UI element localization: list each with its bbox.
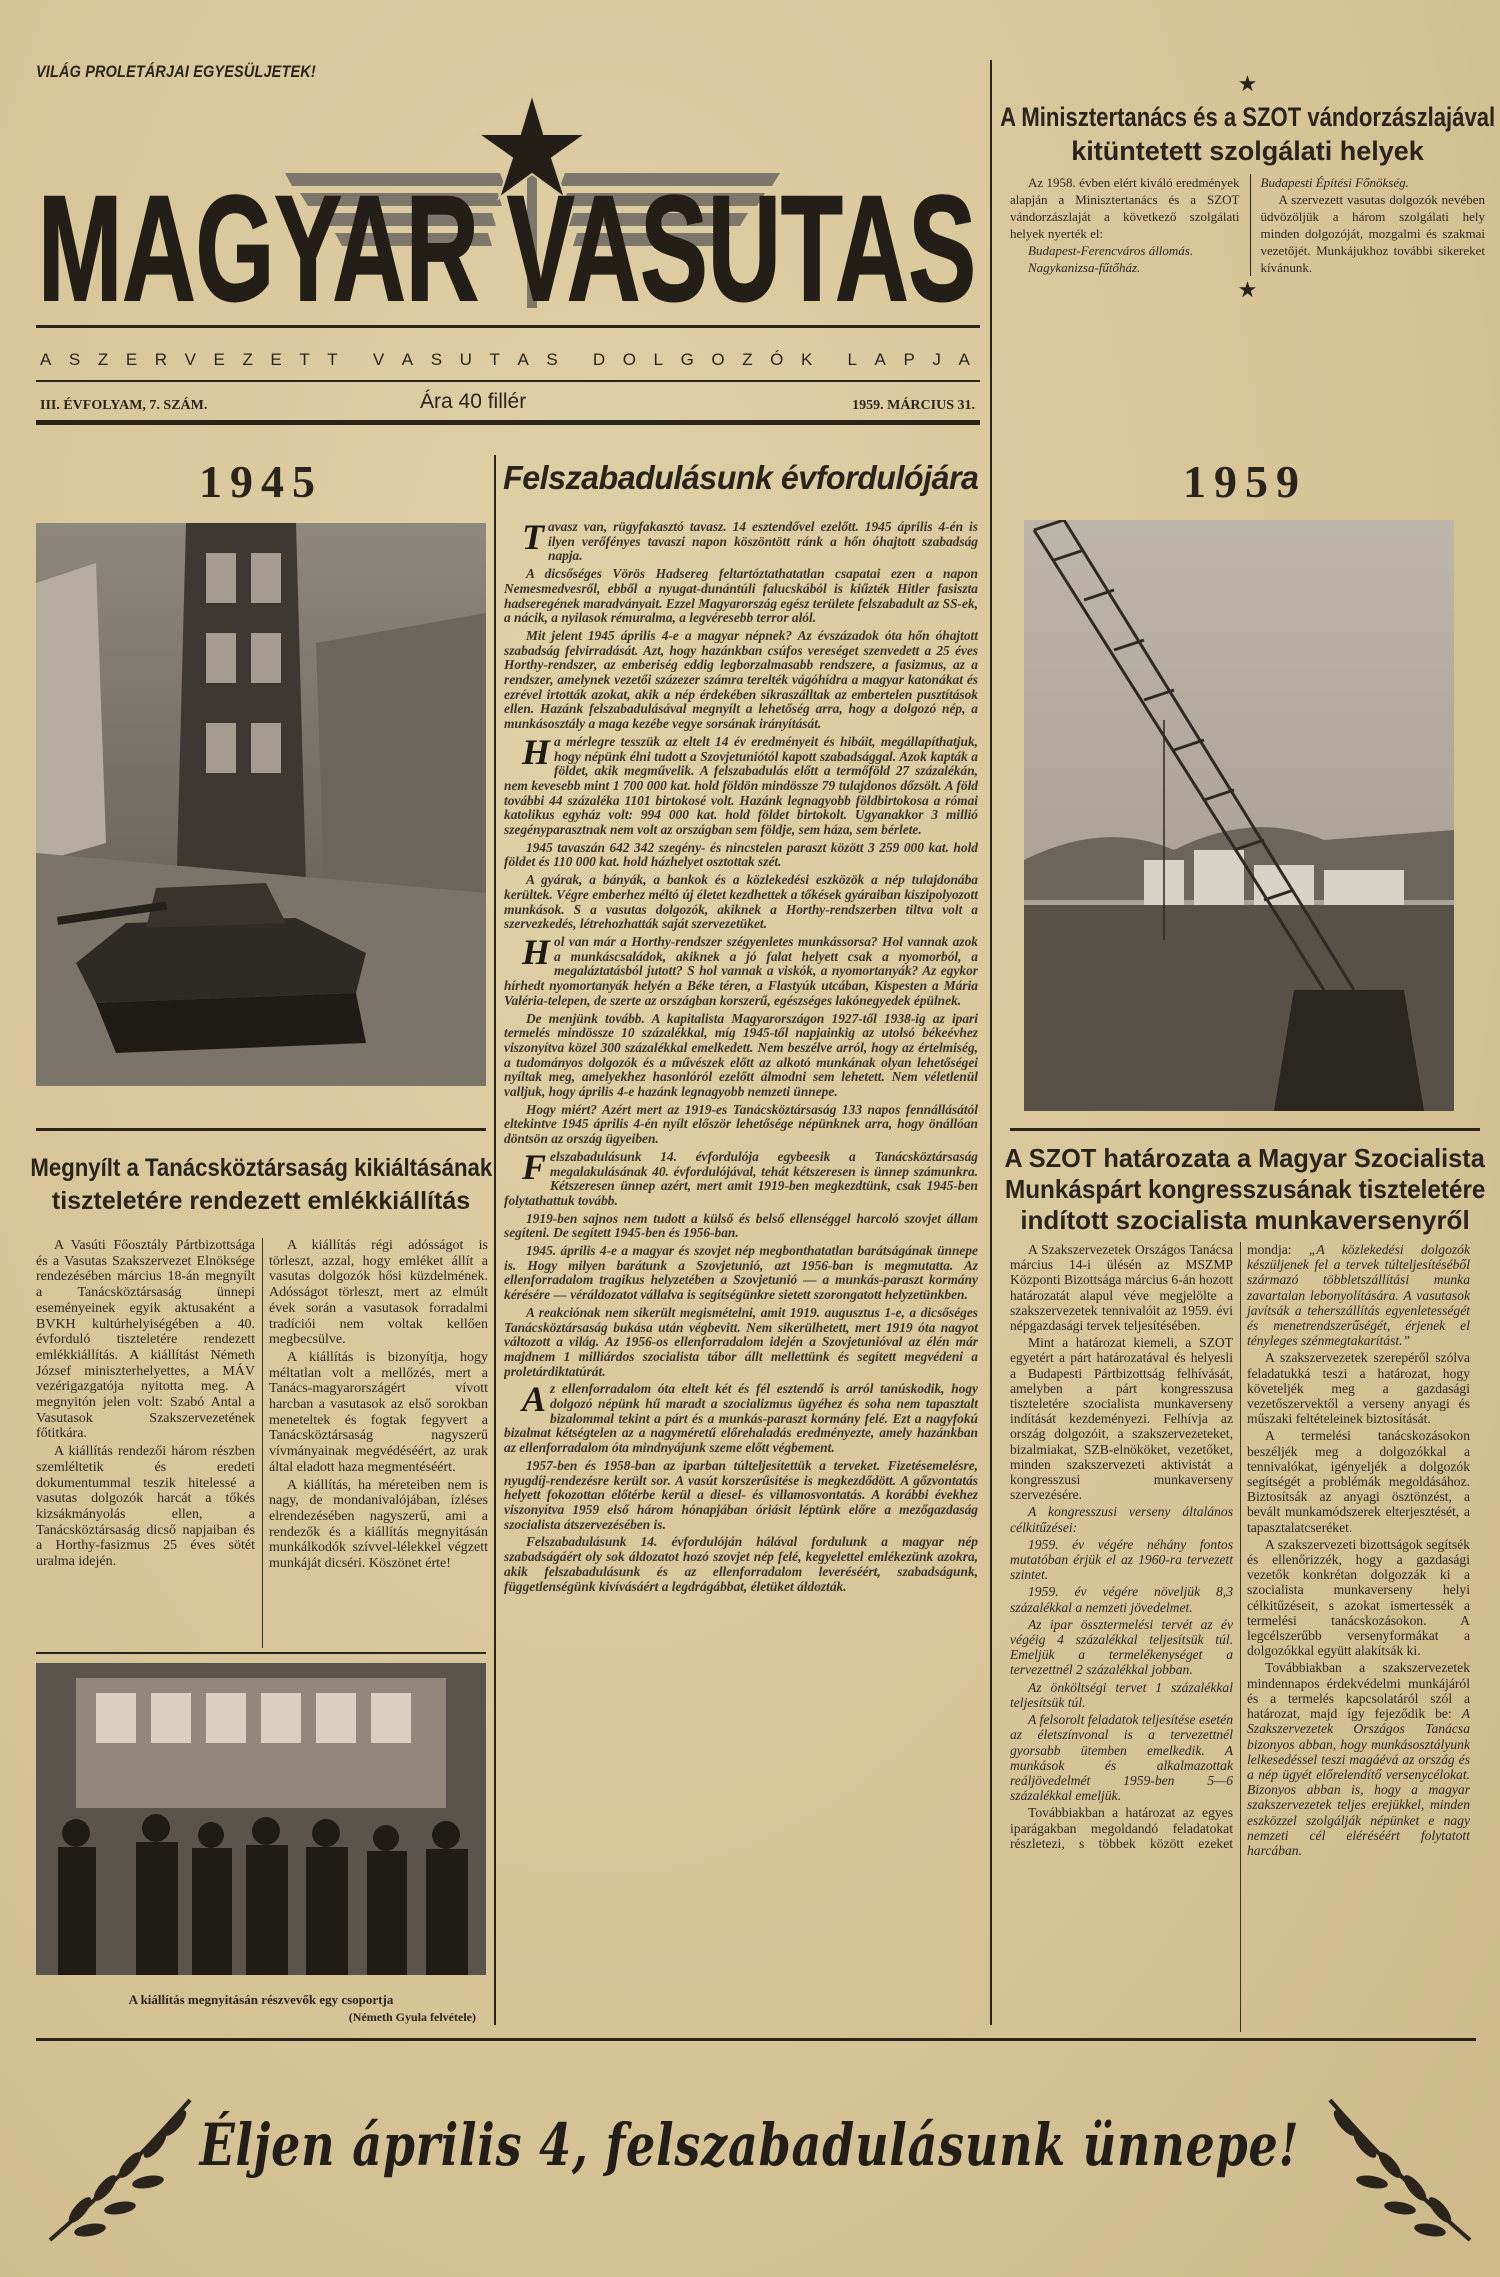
article-paragraph [504,731,978,838]
headline-line: tiszteletére rendezett emlékkiállítás [51,1187,471,1215]
szot-headline [1005,1143,1485,1236]
szot-article [1010,1242,1470,2032]
masthead-subtitle [40,350,970,370]
year-heading-1959: 1959 [1183,456,1307,507]
article-paragraph [504,1244,978,1303]
article-paragraph: Az önköltségi tervet 1 százalékkal teljesítsük túl. [1010,1679,1233,1710]
subtitle-letter: K [800,350,813,369]
crane-image [1024,520,1454,1111]
liberation-article [504,520,978,2030]
masthead-title: MAGYAR VASUTAS [38,164,976,318]
exhibition-image [36,1663,486,1975]
article-paragraph [504,520,978,564]
star-icon: ★ [1237,71,1258,96]
article-paragraph: Mint a határozat kiemeli, a SZOT egyetért a párt határozatával és helyesli a Budapesti Pártbizottság felhívását, amelyben a párt kongresszusa tiszteletére szocialista munkaverseny indítását kezdeményezi. Felhívja az ország dolgozóit, a szakszervezeteket, bizalmiakat, SZB-elnököket, vezetőket, minden szakszervezeti aktivistát a kongresszusi munkaverseny szervezésére. [1010,1335,1233,1503]
divider [1010,1128,1480,1131]
subtitle-letter: L [847,350,857,369]
article-paragraph [504,1535,978,1594]
article-paragraph [504,629,978,732]
paragraph-text: Továbbiakban a szakszervezetek mindennapos érdekvédelmi munkájáról és a termelés kapcsolatáról szól a határozat, majd így fejeződik be: [1247,1660,1470,1722]
subtitle-letter: T [327,350,338,369]
center-headline: Felszabadulásunk évfordulójára [502,459,979,496]
drop-cap: F [522,1146,547,1187]
subtitle-letter: S [68,350,81,369]
article-paragraph: A kiállítás rendezői három részben szemléltetik és eredeti dokumentummal teszik hitelessé a vasutas dolgozók harcát a tőkés kizsákmányolás ellen, a Tanácsköztársaság dicső napjaiban és a Horthy-fasizmus 25 éves sötét uralma idején. [36,1444,255,1570]
article-paragraph: Az ipar össztermelési tervét az év végéig 4 százalékkal teljesítsük túl. Emeljük a termelékenységet a tervezettnél 2 százalékkal jobban. [1010,1616,1233,1678]
article-paragraph: 1959. év végére néhány fontos mutatóban érjük el az 1960-ra tervezett szintet. [1010,1536,1233,1583]
year-heading-1945: 1945 [199,456,323,507]
subtitle-letter: L [653,350,663,369]
masthead-logo [30,88,985,318]
article-paragraph [504,567,978,626]
subtitle-letter: Z [742,350,753,369]
paragraph-text: avasz van, rügyfakasztó tavasz. 14 esztendővel ezelőtt. 1945 április 4-én is ilyen verőfényes tavaszi napon köszöntött ránk a hőn óhajtott szabadság napja. [548,520,978,564]
article-paragraph: A szakszervezeti bizottságok segítsék és ellenőrizzék, hogy a gazdasági vezetők konkrétan dolgozzák ki a szocialista munkaverseny helyi célkitűzéseit, s azokat ismertessék a termelési tanácskozásokon. A legcélszerűbb versenyformákat a dolgozókkal együtt alakítsák ki. [1247,1536,1470,1659]
headline-line: kitüntetett szolgálati helyek [1071,136,1424,166]
subtitle-letter: T [299,350,310,369]
center-headline-box [503,458,978,498]
article-paragraph [504,1103,978,1147]
subtitle-letter: E [270,350,282,369]
award-place: Budapest-Ferencváros állomás. [1028,243,1194,258]
laurel-branch-right-icon [1300,2060,1490,2260]
subtitle-letter: A [401,350,414,369]
award-intro: Az 1958. évben elért kiváló eredmények alapján a Minisztertanács és a SZOT vándorzászlaját a következő szolgálati helyek nyerték el: [1010,175,1240,241]
article-paragraph: A felsorolt feladatok teljesítése esetén az életszínvonal is a tervezettnél gyorsabb ütemben emelkedik. A munkások és alkalmazottak reáljövedelmét 1959-ben 5—6 százalékkal emeljük. [1010,1712,1233,1804]
article-paragraph: A kongresszusi verseny általános célkitűzései: [1010,1504,1233,1535]
headline-line: Munkáspárt kongresszusának tiszteletére [1004,1174,1486,1204]
subtitle-letter: J [932,350,941,369]
photo-caption: A kiállítás megnyitásán részvevők egy csoportja [128,1992,394,2007]
paragraph-text: ol van már a Horthy-rendszer szégyenletes munkássorsa? Hol vannak azok a munkáscsaládok, akiknek a jó falat helyett csak a nyomorból, a megaláztatásból jutott? S hol vannak a viskók, a nyomortanyák? Az egykor hírhedt nyomortanyák helyén a Béke téren, a Flastyúk utcában, Kispesten a Mária Valéria-telepen, de szerte az országban korszerű, egészséges lakónegyedek épülnek. [504,933,978,1008]
paragraph-text: 1945 tavaszán 642 342 szegény- és nincstelen paraszt között 3 259 000 kat. hold földet és 110 000 kat. hold házhelyet osztottak szét. [504,839,978,870]
article-paragraph [504,1012,978,1100]
article-paragraph [504,1306,978,1380]
paragraph-text: a mérlegre tesszük az eltelt 14 év eredményeit és hibáit, megállapíthatjuk, hogy népünk élni tudott a Szovjetuniótól kapott szabadsággal. Azok kapták a földet, akik megművelik. A felszabadulás előtt a termőföld 27 százalékán, nem kevesebb mint 1 700 000 kat. hold földön mindössze 79 tulajdonos dőzsölt. A föld további 44 százaléka 1101 birtokosé volt. Hazánk legnagyobb földbirtokosa a római katolikus egyház volt: 994 000 kat. hold földet birtokolt. Ugyanakkor 3 millió szegényparasztnak nem volt az országban sem földje, sem háza, sem bérlete. [504,733,978,838]
drop-cap: H [522,931,551,972]
divider [36,2038,1476,2041]
paragraph-text: A gyárak, a bányák, a bankok és a közlekedési eszközök a nép tulajdonába kerültek. Végre emberhez méltó új életet kezdhettek a tőkések gyáraiban kiszipolyozott munkások. S a vasutas dolgozók, akiknek a Horthy-rendszerben tiltva volt a szervezkedés, létrehozhatták saját szervezetüket. [504,872,978,932]
article-paragraph [504,931,978,1009]
paragraph-text: 1919-ben sajnos nem tudott a külső és belső ellenséggel harcoló szovjet állam segíteni. De segített 1945-ben és 1956-ban. [504,1210,978,1241]
subtitle-letter: G [680,350,694,369]
paragraph-text: Mit jelent 1945 április 4-e a magyar népnek? Az évszázadok óta hőn óhajtott szabadság felvirradását. Azt, hogy hazánkban csúfos vereséget szenvedett a 25 éves Horthy-rendszer, az emberiség eddig legborzalmasabb rendszere, a fasizmus, az a rendszer, amelynek vezetői százezer számra terelték vágóhídra a magyar katonákat és ezrével irtották azokat, akik a nép érdekében síkraszálltak az embertelen pusztítások ellen. Hazánk felszabadulásával megnyílt a lehetőség arra, hogy a dolgozó nép, a munkásosztály a maga kezébe vegye sorsának irányítását. [504,627,978,732]
drop-cap: T [522,520,544,557]
exhibition-article [36,1238,488,1648]
award-intro-column [1010,174,1251,276]
quoted-text: A Szakszervezetek Országos Tanácsa bizonyos abban, hogy munkásosztályunk lelkesedéssel teszi magáévá az ország és a nép ügyét előrelendítő versenycélokat. Bizonyos abban is, hogy a magyar szakszervezetek teljes erejükkel, minden eszközzel szolgálják népünket e nagy nemzeti cél eléréséért folytatott harcában. [1247,1706,1470,1858]
article-paragraph: 1959. év végére növeljük 8,3 százalékkal a nemzeti jövedelmet. [1010,1584,1233,1615]
article-paragraph: A kiállítás is bizonyítja, hogy méltatlan volt a mellőzés, mert a Tanács-magyarországért vívott harcban a vasutasok az első sorokban meneteltek és fogtak fegyvert a Tanácsköztársaság nagyszerű vívmányainak megvédéséért, az urak által eladott haza megmentéséért. [269,1349,488,1475]
subtitle-letter: O [711,350,725,369]
paragraph-text: elszabadulásunk 14. évfordulója egybeesik a Tanácsköztársaság megalakulásának 40. évfordulójával, tehát kétszeresen is ünnep számunkra. Kétszeresen ünnep azért, mert amit 1919-ben megkezdtünk, csak 1945-ben folytathattuk tovább. [504,1148,978,1208]
paragraph-text: Felszabadulásunk 14. évfordulóján hálával fordulunk a magyar nép szabadságáért oly sok áldozatot hozó szovjet nép felé, kegyelettel emlékezünk azokra, akik felszabadulásunk és az ellenforradalom leveréséért, szabadságunk, függetlenségünk kivívásáért a legdrágábbat, életüket áldozták. [504,1534,978,1594]
paragraph-text: 1957-ben és 1958-ban az iparban túlteljesítettük a terveket. Fizetésemelésre, nyugdíj-rendezésre került sor. A vasút korszerűsítése is megkezdődött. A gőzvontatás helyett fokozottan előtérbe kerül a diesel- és villamosvontatás. A korábbi évekhez viszonyítva 1959 első három hónapjában óriásit léptünk előre a mezőgazdaság szocialista átszervezésében is. [504,1457,978,1532]
award-box [1000,72,1495,302]
subtitle-letter: Ó [770,350,784,369]
subtitle-letter: A [874,350,886,369]
award-headline [1000,100,1495,168]
paragraph-text: A reakciónak nem sikerült megismételni, amit 1919. augusztus 1-e, a dicsőséges Tanácsköztársaság bukása után végbevitt. Nem sikerülhetett, mert 1919 óta nagyot változott a világ. Az 1956-os ellenforradalom idején a Szovjetunióval az élén már majdnem 1 milliárdos szocialista tábor állt mellettünk és segített megvédeni a proletárdiktatúrát. [504,1304,978,1379]
banner-box [200,2110,1300,2180]
subtitle-letter: E [213,350,225,369]
divider [36,420,980,425]
article-paragraph [504,1379,978,1456]
laurel-branch-left-icon [30,2060,200,2260]
award-greeting: A szervezett vasutas dolgozók nevében üdvözöljük a három szolgálati hely minden dolgozóját, mozgalmi és szakmai vezetőjét. Munkájukhoz további sikereket kívánunk. [1260,192,1485,275]
issue-date: 1959. MÁRCIUS 31. [852,398,975,413]
subtitle-letter: A [958,350,970,369]
volume-number: III. ÉVFOLYAM, 7. SZÁM. [40,398,208,413]
article-paragraph: A szakszervezetek szerepéről szólva feladatukká teszi a határozat, hogy követeljék meg a gazdasági vezetőszervektől a verseny anyagi és műszaki feltételeinek biztosítását. [1247,1350,1470,1427]
headline-line: A Minisztertanács és a SZOT vándorzászlajával [999,102,1496,132]
paragraph-text: Hogy miért? Azért mert az 1919-es Tanácsköztársaság 133 napos fennállásától eltekintve 1945 április 4-én nyílt először lehetősége népünknek arra, hogy önállóan döntsön az ország ügyeiben. [504,1101,978,1147]
subtitle-letter: S [546,350,558,369]
masthead-slogan: VILÁG PROLETÁRJAI EGYESÜLJETEK! [36,62,316,81]
award-place: Nagykanizsa-fűtőház. [1028,260,1141,275]
article-paragraph: A termelési tanácskozásokon beszéljék meg a dolgozókkal a tennivalókat, igényeljék a dolgozók segítségét a problémák megoldásához. Biztosítsák az anyagi ösztönzést, a bevált munkamódszerek elterjesztését, a tapasztalatcseréket. [1247,1428,1470,1535]
photo-exhibition-opening [36,1663,486,1975]
subtitle-letter: E [125,350,138,369]
column-divider [990,60,992,2025]
drop-cap: H [522,731,551,772]
article-paragraph [504,1212,978,1241]
article-paragraph [1247,1660,1470,1858]
subtitle-letter: Z [242,350,253,369]
article-paragraph [504,841,978,870]
exhibition-headline [30,1152,492,1218]
subtitle-letter: V [184,350,196,369]
subtitle-letter: T [489,350,500,369]
article-paragraph: A Szakszervezetek Országos Tanácsa március 14-i ülésén az MSZMP Központi Bizottsága március 6-án hozott határozatát alapul véve megjelölte a szakszervezetek tennivalóit az 1959. évi népgazdasági tervek teljesítésében. [1010,1242,1233,1334]
paragraph-text: Továbbiakban a határozat az egyes iparágakban megoldandó feladatokat részletezi, s többek között ezeket mondja: [1010,1242,1309,1851]
subtitle-letter: R [154,350,168,369]
ruins-image [36,523,486,1086]
star-icon: ★ [1237,277,1258,302]
drop-cap: A [522,1379,547,1420]
subtitle-letter: A [517,350,529,369]
subtitle-letter: O [622,350,636,369]
subtitle-letter: P [903,350,915,369]
photo-1959-crane [1024,520,1454,1111]
subtitle-letter: U [459,350,472,369]
article-paragraph: A Vasúti Főosztály Pártbizottsága és a Vasutas Szakszervezet Elnöksége rendezésében március 18-án megnyílt a Tanácsköztársaság ünnepi eseményeinek egyik aktusaként a BVKH kultúrhelyiségében a 40. évforduló tiszteletére rendezett emlékkiállítás. A kiállítást Németh József miniszterhelyettes, a MÁV vezérigazgatója nyitotta meg. A megnyitón jelen volt: Szabó Antal a Vasutasok Szakszervezetének főtitkára. [36,1238,255,1442]
headline-line: indított szocialista munkaversenyről [1020,1205,1470,1235]
headline-line: A SZOT határozata a Magyar Szocialista [1004,1143,1486,1173]
article-paragraph [504,873,978,932]
subtitle-letter: A [40,350,52,369]
article-paragraph: A kiállítás, ha méreteiben nem is nagy, de mondanivalójában, ízléses elrendezésében nagyszerű, ami a rendezők és a kiállítás megnyitásán munkálkodók szívvel-lélekkel végzett munkáját dicséri. Köszönet érte! [269,1477,488,1572]
banner-slogan: Éljen április 4, felszabadulásunk ünnepe! [200,2111,1300,2179]
quoted-text: „A közlekedési dolgozók készüljenek fel a tervek túlteljesítéséből származó többletszállítási munka zavartalan lebonyolítására. A vasutasok javítsák a teherszállítás egyenletességét és menetrendszerűségét, érjenek el tényleges szénmegtakarítást.” [1247,1242,1470,1349]
photo-1945-ruins [36,523,486,1086]
headline-line: Megnyílt a Tanácsköztársaság kikiáltásának [30,1154,492,1182]
photo-credit: (Németh Gyula felvétele) [348,2010,476,2024]
article-paragraph: A kiállítás régi adósságot is törleszt, azzal, hogy emléket állít a vasutas dolgozók hősi küzdelmének. Adósságot törleszt, mert az elmúlt évek során a vasutasok forradalmi tradíciói nem voltak kellően megbecsülve. [269,1238,488,1348]
subtitle-letter: V [372,350,385,369]
paragraph-text: De menjünk tovább. A kapitalista Magyarországon 1927-től 1938-ig az ipari termelés mindössze 10 százalékkal, míg 1945-től napjainkig az utolsó békeévhez viszonyítva közel 300 százalékkal emelkedett. Nem beszélve arról, hogy az értelmiség, a tudományos dolgozók és a művészek előtt az alkotó munkának olyan lehetőségei nyíltak meg, amelyekhez hasonlóról ezelőtt álmodni sem lehetett. Nem véletlenül valljuk, hogy április 4-e hazánk legnagyobb nemzeti ünnepe. [504,1010,978,1100]
price: Ára 40 fillér [420,390,527,413]
subtitle-letter: Z [97,350,109,369]
article-paragraph [504,1459,978,1533]
award-greeting-column [1261,174,1486,276]
subtitle-letter: S [430,350,443,369]
divider [36,380,980,382]
paragraph-text: 1945. április 4-e a magyar és szovjet nép megbonthatatlan barátságának ünnepe is. Hogy milyen barátunk a Szovjetunió, azt 1956-ban is megmutatta. Az ellenforradalom tragikus helyzetében a Szovjetunió — a munkás-paraszt kormány kérésére — véráldozatot vállalva is segítségünkre sietett szorongatott helyzetünkben. [504,1243,978,1303]
column-divider [494,455,496,2025]
award-place: Budapesti Építési Főnökség. [1260,175,1409,190]
paragraph-text: A dicsőséges Vörös Hadsereg feltartóztathatatlan csapatai ezen a napon Nemesmedvesről, ebből a nyugat-dunántúli falucskából is kiűzték Hitler fasiszta hadseregének maradványait. Ezzel Magyarország egész területe felszabadult az SS-ek, a nácik, a nyilasok rémuralma, a legvéresebb terror alól. [504,566,978,626]
paragraph-text: z ellenforradalom óta eltelt két és fél esztendő is arról tanúskodik, hogy dolgozó népünk hű maradt a szocializmus ügyéhez és soha nem tapasztalt bizalommal tekint a párt és a munkás-paraszt kormány felé. Ezt a nagyfokú bizalmat kétségtelen az a nagyméretű előrehaladás eredményezte, amely hazánkban az ellenforradalom óta mindnyájunk szeme előtt végbement. [504,1381,978,1456]
subtitle-letter: D [592,350,606,369]
divider [36,1652,486,1654]
article-paragraph [504,1146,978,1209]
divider [36,325,980,328]
divider [36,1128,486,1131]
